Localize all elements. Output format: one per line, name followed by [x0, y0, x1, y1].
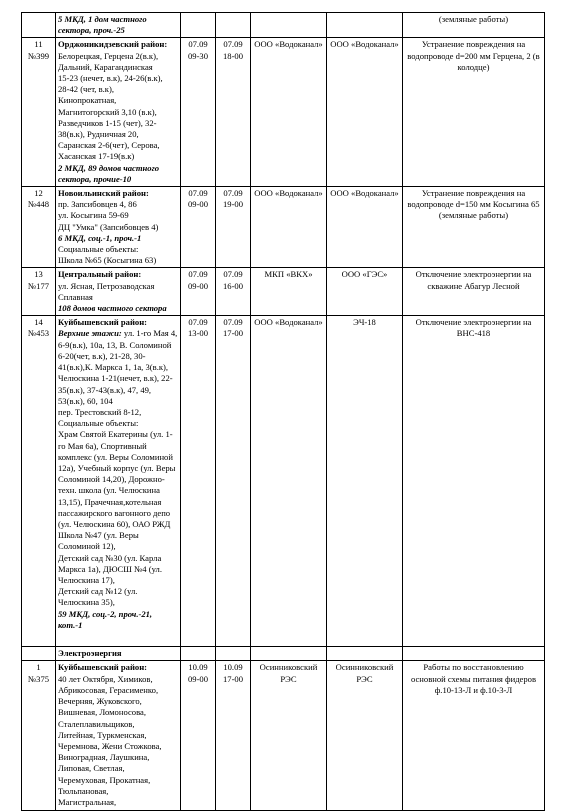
- row-number-cell: 12 №448: [22, 187, 56, 268]
- row-summary: 108 домов частного сектора: [58, 303, 167, 314]
- responsible-cell: ЭЧ-18: [327, 316, 403, 647]
- organization-cell: ООО «Водоканал»: [251, 316, 327, 647]
- start-cell: 07.09 09-00: [181, 187, 216, 268]
- table-row: [22, 661, 545, 811]
- district-name: Новоильинский район:: [58, 188, 149, 199]
- table-row: [22, 187, 545, 268]
- row-summary: 2 МКД, 89 домов частного сектора, прочие-10: [58, 162, 160, 184]
- row-number-cell: 11 №399: [22, 38, 56, 187]
- row-summary: 59 МКД, соц.-2, проч.-21, кот.-1: [58, 608, 153, 630]
- row-number-cell: 1 №375: [22, 661, 56, 811]
- row-number-cell: 14 №453: [22, 316, 56, 647]
- district-name: Орджоникидзевский район:: [58, 39, 168, 50]
- reason-cell: (земляные работы): [403, 13, 545, 38]
- table-row: [22, 13, 545, 38]
- responsible-cell: Осинниковский РЭС: [327, 661, 403, 811]
- end-cell: 07.09 18-00: [216, 38, 251, 187]
- outage-table: [21, 12, 545, 811]
- row-number-cell: 13 №177: [22, 268, 56, 316]
- end-cell: 10.09 17-00: [216, 661, 251, 811]
- address-cell: Центральный район: ул. Ясная, Петрозаводская Сплавная 108 домов частного сектора: [56, 268, 181, 316]
- end-cell: 07.09 19-00: [216, 187, 251, 268]
- start-cell: 07.09 09-30: [181, 38, 216, 187]
- table-row: [22, 38, 545, 187]
- address-cell: Новоильинский район: пр. Запсибовцев 4, 86 ул. Косыгина 59-69 ДЦ "Умка" (Запсибовцев 4) 6 МКД, соц.-1, проч.-1 Социальные объекты: Школа №65 (Косыгина 63): [56, 187, 181, 268]
- address-cell: Орджоникидзевский район: Белорецкая, Герцена 2(в.к), Дальний, Карагандинская 15-23 (нечет, в.к), 24-26(в.к), 28-42 (чет, в.к), Кинопрокатная, Магнитогорский 3,10 (в.к), Разведчиков 1-15 (чет), 32- 38(в.к), Рудничная 20, Саранская 2-6(чет), Серова, Хасанская 17-19(в.к) 2 МКД, 89 домов частного сектора, прочие-10: [56, 38, 181, 187]
- organization-cell: МКП «ВКХ»: [251, 268, 327, 316]
- district-name: Куйбышевский район:: [58, 662, 148, 673]
- reason-cell: Устранение повреждения на водопроводе d=200 мм Герцена, 2 (в колодце): [403, 38, 545, 187]
- start-cell: 07.09 13-00: [181, 316, 216, 647]
- organization-cell: Осинниковский РЭС: [251, 661, 327, 811]
- reason-cell: Отключение электроэнергии на скважине Абагур Лесной: [403, 268, 545, 316]
- responsible-cell: ООО «Водоканал»: [327, 38, 403, 187]
- organization-cell: ООО «Водоканал»: [251, 187, 327, 268]
- reason-cell: Работы по восстановлению основной схемы питания фидеров ф.10-13-Л и ф.10-3-Л: [403, 661, 545, 811]
- section-row: [22, 647, 545, 661]
- end-cell: 07.09 16-00: [216, 268, 251, 316]
- section-title: Электроэнергия: [56, 647, 181, 661]
- address-cell: Куйбышевский район: Верхние этажи: ул. 1-го Мая 4, 6-9(в.к), 10а, 13, В. Соломиной 6-20(чет, в.к), 21-28, 30-41(в.к),К. Маркса 1, 1а, 3(в.к), Челюскина 1-21(нечет, в.к), 22-35(в.к), 37-43(в.к), 47, 49, 53(в.к), 60, 104 пер. Трестовский 8-12, Социальные объекты: Храм Святой Екатерины (ул. 1-го Мая 6а), Спортивный комплекс (ул. Веры Соломиной 12а), Учебный корпус (ул. Веры Соломиной 14,20), Дорожно-техн. школа (ул. Челюскина 13,15), Прачечная,котельная пассажирского вагонного депо (ул. Челюскина 60), ОАО РЖД Школа №47 (ул. Веры Соломиной 12), Детский сад №30 (ул. Карла Маркса 1а), ДЮСШ №4 (ул. Челюскина 17), Детский сад №12 (ул. Челюскина 35), 59 МКД, соц.-2, проч.-21, кот.-1: [56, 316, 181, 647]
- district-name: Куйбышевский район:: [58, 317, 148, 328]
- upper-floors-label: Верхние этажи:: [58, 328, 122, 339]
- address-cell: Куйбышевский район: 40 лет Октября, Химиков, Абрикосовая, Герасименко, Вечерняя, Жуковского, Вишневая, Ломоносова, Сталеплавильщиков, Литейная, Туркменская, Черемнова, Жени Стожкова, Виноградная, Лаушкина, Липовая, Светлая, Черемуховая, Прокатная, Тюльпановая, Магистральная,: [56, 661, 181, 811]
- row-summary: 5 МКД, 1 дом частного сектора, проч.-25: [58, 14, 147, 36]
- table-row: [22, 316, 545, 647]
- organization-cell: ООО «Водоканал»: [251, 38, 327, 187]
- responsible-cell: ООО «Водоканал»: [327, 187, 403, 268]
- row-number-cell: [22, 13, 56, 38]
- reason-cell: Отключение электроэнергии на ВНС-418: [403, 316, 545, 647]
- row-summary: 6 МКД, соц.-1, проч.-1: [58, 232, 142, 243]
- district-name: Центральный район:: [58, 269, 142, 280]
- start-cell: 10.09 09-00: [181, 661, 216, 811]
- table-row: [22, 268, 545, 316]
- responsible-cell: ООО «ГЭС»: [327, 268, 403, 316]
- start-cell: 07.09 09-00: [181, 268, 216, 316]
- reason-cell: Устранение повреждения на водопроводе d=150 мм Косыгина 65 (земляные работы): [403, 187, 545, 268]
- end-cell: 07.09 17-00: [216, 316, 251, 647]
- address-cell: [56, 13, 181, 38]
